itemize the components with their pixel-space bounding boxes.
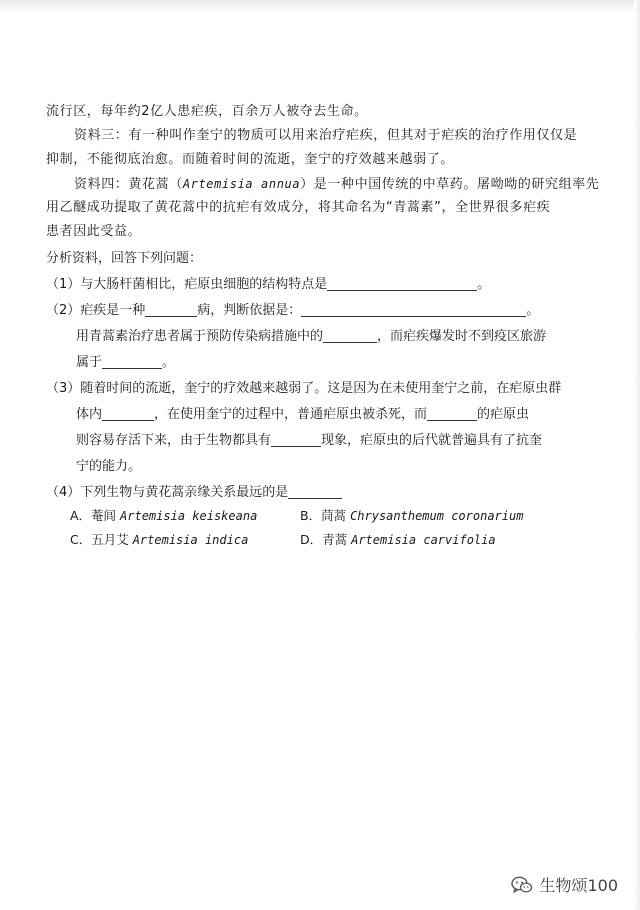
option-label: B．茼蒿: [300, 508, 351, 523]
material-4-text: 资料四：黄花蒿（: [74, 177, 183, 192]
option-d[interactable]: [300, 530, 496, 548]
material-3-line: 抑制，不能彻底治愈。而随着时间的流逝，奎宁的疗效越来越弱了。: [46, 152, 455, 167]
question-text: （1）与大肠杆菌相比，疟原虫细胞的结构特点是: [46, 277, 328, 292]
question-2-line: [46, 350, 606, 376]
material-text: 流行区，每年约2亿人患疟疾，百余万人被夺去生命。: [46, 104, 368, 119]
material-4-line: [46, 172, 606, 196]
answer-blank[interactable]: [145, 301, 197, 317]
worksheet: [46, 100, 606, 554]
question-text: 。: [477, 277, 491, 292]
scientific-name: Artemisia carvifolia: [351, 533, 496, 547]
watermark-text: 生物颂100: [539, 876, 618, 895]
answer-blank[interactable]: [301, 301, 526, 317]
material-4-line: 用乙醚成功提取了黄花蒿中的抗疟有效成分，将其命名为“青蒿素”，全世界很多疟疾: [46, 200, 551, 215]
option-label: D．青蒿: [300, 532, 352, 547]
question-text: 用青蒿素治疗患者属于预防传染病措施中的: [76, 329, 324, 344]
answer-blank[interactable]: [323, 327, 377, 343]
answer-blank[interactable]: [427, 405, 477, 421]
question-text: ，而疟疾爆发时不到疫区旅游: [377, 329, 547, 344]
answer-options: [46, 506, 606, 554]
question-text: 则容易存活下来，由于生物都具有: [76, 433, 272, 448]
watermark: [511, 873, 618, 896]
question-1: [46, 272, 606, 298]
instruction: 分析资料，回答下列问题：: [46, 251, 203, 266]
question-3-line: [46, 428, 606, 454]
question-2-line: [46, 324, 606, 350]
option-label: A．菴闾: [70, 508, 121, 523]
scientific-name: Artemisia indica: [132, 533, 249, 547]
question-text: ，在使用奎宁的过程中，普通疟原虫被杀死，而: [154, 407, 428, 422]
page-top-shadow: [0, 0, 640, 14]
scientific-name: Chrysanthemum coronarium: [350, 509, 524, 523]
question-3-line: 宁的能力。: [76, 459, 142, 474]
question-text: 病，判断依据是：: [197, 303, 302, 318]
question-text: 。: [526, 303, 540, 318]
option-b[interactable]: [300, 506, 523, 524]
question-3-line: [46, 402, 606, 428]
wechat-icon: [511, 876, 533, 894]
material-4-line: 患者因此受益。: [46, 224, 142, 239]
answer-blank[interactable]: [102, 405, 154, 421]
question-2: [46, 298, 606, 324]
answer-blank[interactable]: [271, 431, 321, 447]
question-text: 的疟原虫: [477, 407, 530, 422]
question-text: 。: [162, 355, 176, 370]
material-4-text: ）是一种中国传统的中草药。屠呦呦的研究组率先: [300, 177, 600, 192]
answer-blank[interactable]: [102, 353, 162, 369]
option-c[interactable]: [70, 530, 248, 548]
option-a[interactable]: [70, 506, 257, 524]
question-text: 体内: [76, 407, 103, 422]
question-text: 属于: [76, 355, 103, 370]
scientific-name: Artemisia keiskeana: [120, 509, 258, 523]
question-text: （4）下列生物与黄花蒿亲缘关系最远的是: [46, 485, 289, 500]
answer-blank[interactable]: [327, 275, 477, 291]
answer-blank[interactable]: [288, 483, 342, 499]
question-text: （2）疟疾是一种: [46, 303, 146, 318]
scientific-name: Artemisia annua: [182, 177, 301, 191]
question-4: [46, 480, 606, 506]
question-3: （3）随着时间的流逝，奎宁的疗效越来越弱了。这是因为在未使用奎宁之前，在疟原虫群: [46, 381, 562, 396]
material-3-line: 资料三：有一种叫作奎宁的物质可以用来治疗疟疾，但其对于疟疾的治疗作用仅仅是: [74, 128, 578, 143]
page-right-shadow: [634, 0, 640, 910]
option-label: C．五月艾: [70, 532, 133, 547]
question-text: 现象，疟原虫的后代就普遍具有了抗奎: [321, 433, 543, 448]
